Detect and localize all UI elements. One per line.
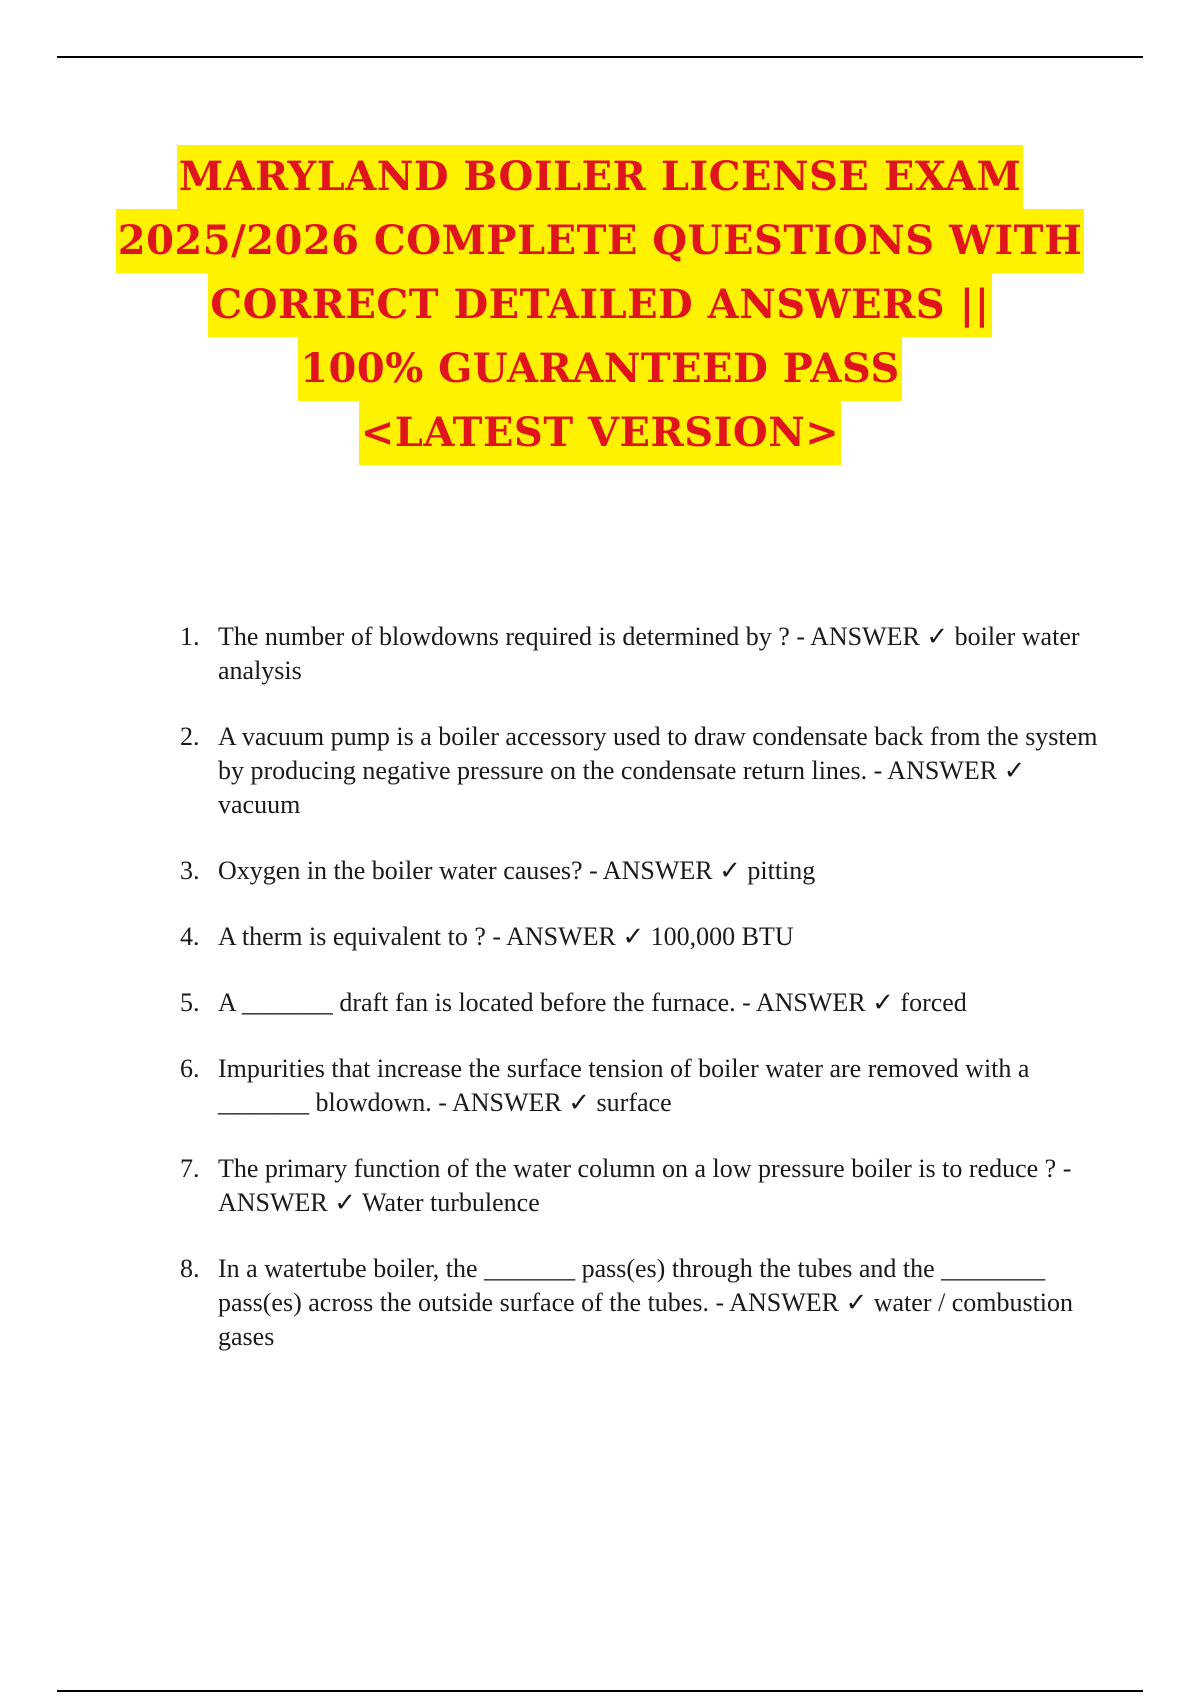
question-text: The number of blowdowns required is determined by ? - ANSWER ✓ boiler water analysis xyxy=(218,622,1080,685)
question-text: The primary function of the water column on a low pressure boiler is to reduce ? - ANSWER ✓ Water turbulence xyxy=(218,1154,1072,1217)
question-item xyxy=(178,720,1098,822)
bottom-rule xyxy=(57,1690,1143,1692)
question-text: A vacuum pump is a boiler accessory used to draw condensate back from the system by producing negative pressure on the condensate return lines. - ANSWER ✓ vacuum xyxy=(218,722,1098,819)
question-number: 7. xyxy=(180,1154,200,1183)
question-item xyxy=(178,1252,1098,1354)
question-item xyxy=(178,854,1098,888)
question-number: 2. xyxy=(180,722,200,751)
question-list xyxy=(178,620,1098,1386)
question-item xyxy=(178,620,1098,688)
question-number: 6. xyxy=(180,1054,200,1083)
title-line-1: MARYLAND BOILER LICENSE EXAM xyxy=(177,145,1024,209)
title-line-3: CORRECT DETAILED ANSWERS || xyxy=(208,273,991,337)
title-line-2: 2025/2026 COMPLETE QUESTIONS WITH xyxy=(116,209,1085,273)
question-number: 8. xyxy=(180,1254,200,1283)
question-item xyxy=(178,920,1098,954)
question-text: Impurities that increase the surface tension of boiler water are removed with a _______ blowdown. - ANSWER ✓ surface xyxy=(218,1054,1030,1117)
question-text: A _______ draft fan is located before the furnace. - ANSWER ✓ forced xyxy=(218,988,967,1017)
question-number: 1. xyxy=(180,622,200,651)
document-title xyxy=(0,145,1200,465)
question-item xyxy=(178,1152,1098,1220)
question-number: 4. xyxy=(180,922,200,951)
title-line-4: 100% GUARANTEED PASS xyxy=(298,337,902,401)
title-line-5: <LATEST VERSION> xyxy=(359,401,842,465)
question-text: In a watertube boiler, the _______ pass(es) through the tubes and the ________ pass(es) across the outside surface of the tubes. - ANSWER ✓ water / combustion gases xyxy=(218,1254,1074,1351)
question-text: Oxygen in the boiler water causes? - ANSWER ✓ pitting xyxy=(218,856,816,885)
question-item xyxy=(178,986,1098,1020)
question-item xyxy=(178,1052,1098,1120)
question-number: 3. xyxy=(180,856,200,885)
question-number: 5. xyxy=(180,988,200,1017)
question-text: A therm is equivalent to ? - ANSWER ✓ 100,000 BTU xyxy=(218,922,794,951)
top-rule xyxy=(57,56,1143,58)
